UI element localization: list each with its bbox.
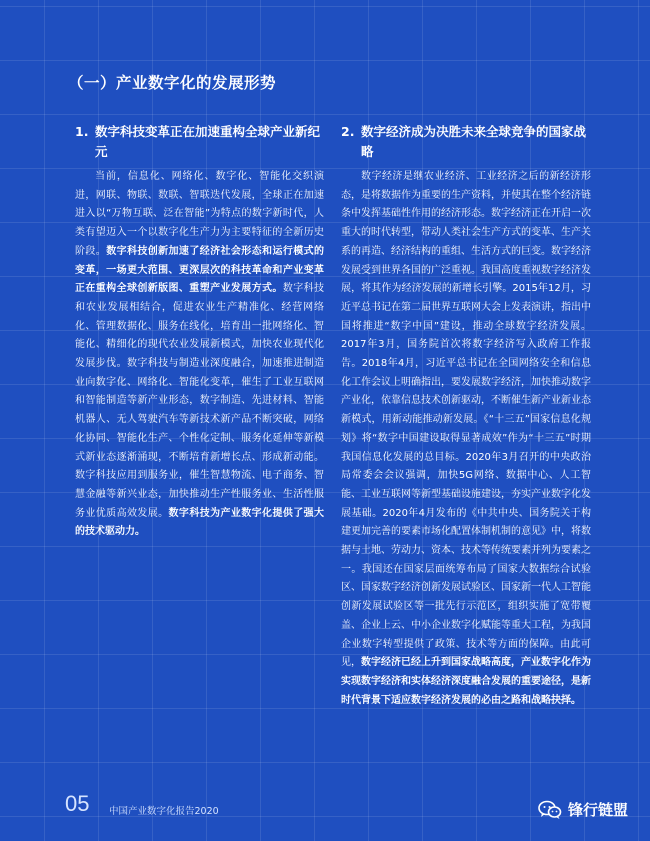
section-title: （一）产业数字化的发展形势 [68, 74, 277, 92]
right-column [341, 122, 591, 710]
left-paragraph [75, 168, 324, 542]
left-heading-text: 数字科技变革正在加速重构全球产业新纪元 [95, 124, 321, 159]
brand-watermark [538, 799, 628, 820]
right-heading [341, 122, 591, 162]
right-heading-number: 2. [341, 124, 355, 139]
left-heading-number: 1. [75, 124, 89, 139]
text-run: 数字科技和农业发展相结合，促进农业生产精准化、经营网络化、管理数据化、服务在线化，培育出一批网络化、智能化、精细化的现代农业发展新模式，加快农业现代化发展步伐。数字科技与制造业深度融合，加速推进制造业向数字化、网络化、智能化变革，催生了工业互联网和智能制造等新产业形态，数字制造、先进材料、智能机器人、无人驾驶汽车等新技术新产品不断突破，网络化协同、智能化生产、个性化定制、服务化延伸等新模式新业态逐渐涌现，不断培育新增长点、形成新动能。数字科技应用到服务业，催生智慧物流、电子商务、智慧金融等新兴业态，加快推动生产性服务业、生活性服务业优质高效发展。 [75, 283, 325, 519]
right-heading-text: 数字经济成为决胜未来全球竞争的国家战略 [361, 124, 587, 159]
bold-run: 数字科技为产业数字化提供了强大的技术驱动力。 [75, 507, 325, 538]
text-run: 当前，信息化、网络化、数字化、智能化交织演进，网联、物联、数联、智联迭代发展，全球正在加速进入以“万物互联、泛在智能”为特点的数字新时代，人类有望迈入一个以数字化生产力为主要特征的全新历史阶段。 [75, 171, 324, 257]
text-run: 数字经济是继农业经济、工业经济之后的新经济形态，是将数据作为重要的生产资料，并使其在整个经济链条中发挥基础性作用的经济形态。数字经济正在开启一次重大的时代转型，带动人类社会生产方式的变革、生产关系的再造、经济结构的重组、生活方式的巨变。数字经济发展受到世界各国的广泛重视。我国高度重视数字经济发展，将其作为经济发展的新增长引擎。2015年12月，习近平总书记在第二届世界互联网大会上发表演讲，指出中国将推进“数字中国”建设，推动全球数字经济发展。2017年3月，国务院首次将数字经济写入政府工作报告。2018年4月，习近平总书记在全国网络安全和信息化工作会议上明确指出，要发展数字经济，加快推动数字产业化，依靠信息技术创新驱动，不断催生新产业新业态新模式，用新动能推动新发展。《“十三五”国家信息化规划》将“数字中国建设取得显著成效”作为“十三五”时期我国信息化发展的总目标。2020年3月召开的中央政治局常委会会议强调，加快5G网络、数据中心、人工智能、工业互联网等新型基础设施建设，夯实产业数字化发展基础。2020年4月发布的《中共中央、国务院关于构建更加完善的要素市场化配置体制机制的意见》中，将数据与土地、劳动力、资本、技术等传统要素并列为要素之一。我国还在国家层面统筹布局了国家大数据综合试验区、国家数字经济创新发展试验区、国家新一代人工智能创新发展试验区等一批先行示范区，组织实施了宽带覆盖、企业上云、中小企业数字化赋能等重大工程，为我国企业数字转型提供了政策、技术等方面的保障。由此可见， [341, 171, 591, 669]
bold-run: 数字科技创新加速了经济社会形态和运行模式的变革，一场更大范围、更深层次的科技革命和产业变革正在重构全球创新版图、重塑产业发展方式。 [75, 245, 325, 295]
wechat-icon [538, 800, 562, 820]
left-heading [75, 122, 324, 162]
report-title: 中国产业数字化报告2020 [109, 806, 219, 817]
bold-run: 数字经济已经上升到国家战略高度，产业数字化作为实现数字经济和实体经济深度融合发展的重要途径，是新时代背景下适应数字经济发展的必由之路和战略抉择。 [341, 657, 591, 706]
left-column [75, 122, 324, 542]
right-paragraph [341, 168, 591, 710]
brand-name: 锋行链盟 [567, 801, 628, 819]
page-number: 05 [65, 791, 90, 816]
